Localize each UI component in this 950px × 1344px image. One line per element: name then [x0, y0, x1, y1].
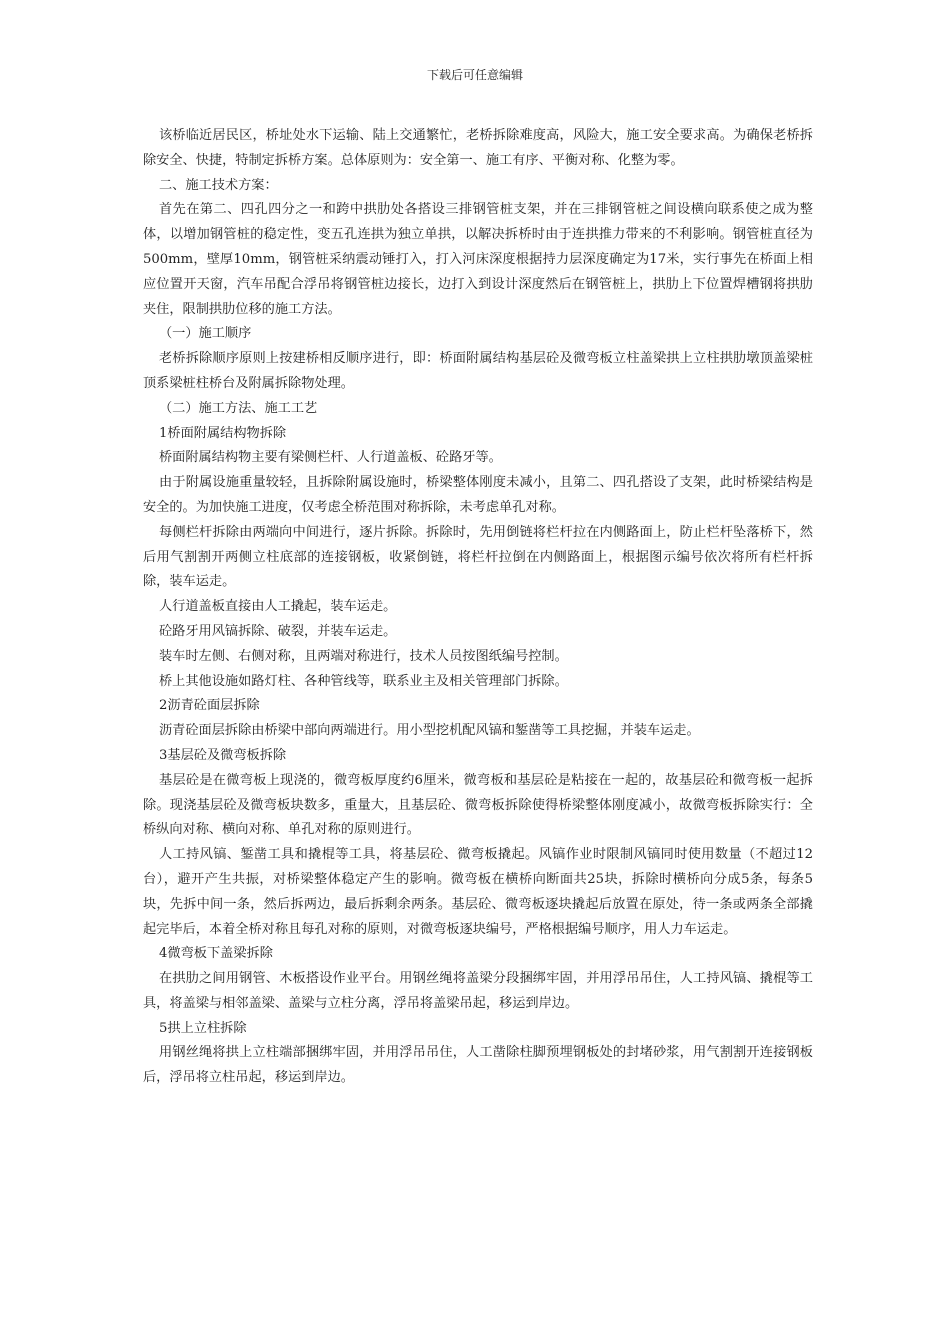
item-heading: 4微弯板下盖梁拆除	[159, 946, 273, 962]
paragraph: 基层砼是在微弯板上现浇的，微弯板厚度约6厘米，微弯板和基层砼是粘接在一起的，故基层砼和微弯板一起拆除。现浇基层砼及微弯板块数多，重量大，且基层砼、微弯板拆除使得桥梁整体刚度减小，故微弯板拆除实行：全桥纵向对称、横向对称、单孔对称的原则进行。	[143, 772, 813, 838]
paragraph: 沥青砼面层拆除由桥梁中部向两端进行。用小型挖机配风镐和錾凿等工具挖掘，并装车运走。	[159, 723, 700, 739]
paragraph: 装车时左侧、右侧对称，且两端对称进行，技术人员按图纸编号控制。	[159, 648, 568, 664]
paragraph: 用钢丝绳将拱上立柱端部捆绑牢固，并用浮吊吊住，人工凿除柱脚预埋钢板处的封堵砂浆，用气割割开连接钢板后，浮吊将立柱吊起，移运到岸边。	[143, 1045, 813, 1086]
subsection-heading: （二）施工方法、施工工艺	[159, 400, 318, 416]
section-heading: 二、施工技术方案：	[159, 177, 278, 193]
paragraph: 砼路牙用风镐拆除、破裂，并装车运走。	[159, 623, 397, 639]
subsection-heading: （一）施工顺序	[159, 326, 252, 342]
paragraph: 桥上其他设施如路灯柱、各种管线等，联系业主及相关管理部门拆除。	[159, 673, 568, 689]
paragraph: 首先在第二、四孔四分之一和跨中拱肋处各搭设三排钢管桩支架，并在三排钢管桩之间设横向联系使之成为整体，以增加钢管桩的稳定性，变五孔连拱为独立单拱，以解决拆桥时由于连拱推力带来的不利影响。钢管桩直径为500mm，壁厚10mm，钢管桩采纳震动锤打入，打入河床深度根据持力层深度确定为17米，实行事先在桥面上相应位置开天窗，汽车吊配合浮吊将钢管桩边接长，边打入到设计深度然后在钢管桩上，拱肋上下位置焊槽钢将拱肋夹住，限制拱肋位移的施工方法。	[143, 202, 813, 317]
paragraph: 桥面附属结构物主要有梁侧栏杆、人行道盖板、砼路牙等。	[159, 450, 502, 466]
document-body	[143, 124, 813, 1091]
item-heading: 2沥青砼面层拆除	[159, 698, 260, 714]
paragraph: 由于附属设施重量较轻，且拆除附属设施时，桥梁整体刚度未减小，且第二、四孔搭设了支架，此时桥梁结构是安全的。为加快施工进度，仅考虑全桥范围对称拆除，未考虑单孔对称。	[143, 475, 813, 515]
paragraph: 每侧栏杆拆除由两端向中间进行，逐片拆除。拆除时，先用倒链将栏杆拉在内侧路面上，防止栏杆坠落桥下，然后用气割割开两侧立柱底部的连接钢板，收紧倒链，将栏杆拉倒在内侧路面上，根据图示编号依次将所有栏杆拆除，装车运走。	[143, 524, 813, 590]
paragraph-intro: 该桥临近居民区，桥址处水下运输、陆上交通繁忙，老桥拆除难度高，风险大，施工安全要求高。为确保老桥拆除安全、快捷，特制定拆桥方案。总体原则为：安全第一、施工有序、平衡对称、化整为零。	[143, 128, 813, 168]
item-heading: 1桥面附属结构物拆除	[159, 425, 287, 441]
item-heading: 3基层砼及微弯板拆除	[159, 747, 287, 763]
page-header: 下载后可任意编辑	[426, 68, 523, 82]
paragraph: 老桥拆除顺序原则上按建桥相反顺序进行，即：桥面附属结构基层砼及微弯板立柱盖梁拱上立柱拱肋墩顶盖梁桩顶系梁桩柱桥台及附属拆除物处理。	[143, 351, 813, 391]
paragraph: 在拱肋之间用钢管、木板搭设作业平台。用钢丝绳将盖梁分段捆绑牢固，并用浮吊吊住，人工持风镐、撬棍等工具，将盖梁与相邻盖梁、盖梁与立柱分离，浮吊将盖梁吊起，移运到岸边。	[143, 971, 813, 1011]
item-heading: 5拱上立柱拆除	[159, 1020, 247, 1036]
paragraph: 人行道盖板直接由人工撬起，装车运走。	[159, 599, 397, 615]
paragraph: 人工持风镐、錾凿工具和撬棍等工具，将基层砼、微弯板撬起。风镐作业时限制风镐同时使用数量（不超过12台），避开产生共振，对桥梁整体稳定产生的影响。微弯板在横桥向断面共25块，拆除时横桥向分成5条，每条5块，先拆中间一条，然后拆两边，最后拆剩余两条。基层砼、微弯板逐块撬起后放置在原处，待一条或两条全部撬起完毕后，本着全桥对称且每孔对称的原则，对微弯板逐块编号，严格根据编号顺序，用人力车运走。	[143, 847, 813, 937]
